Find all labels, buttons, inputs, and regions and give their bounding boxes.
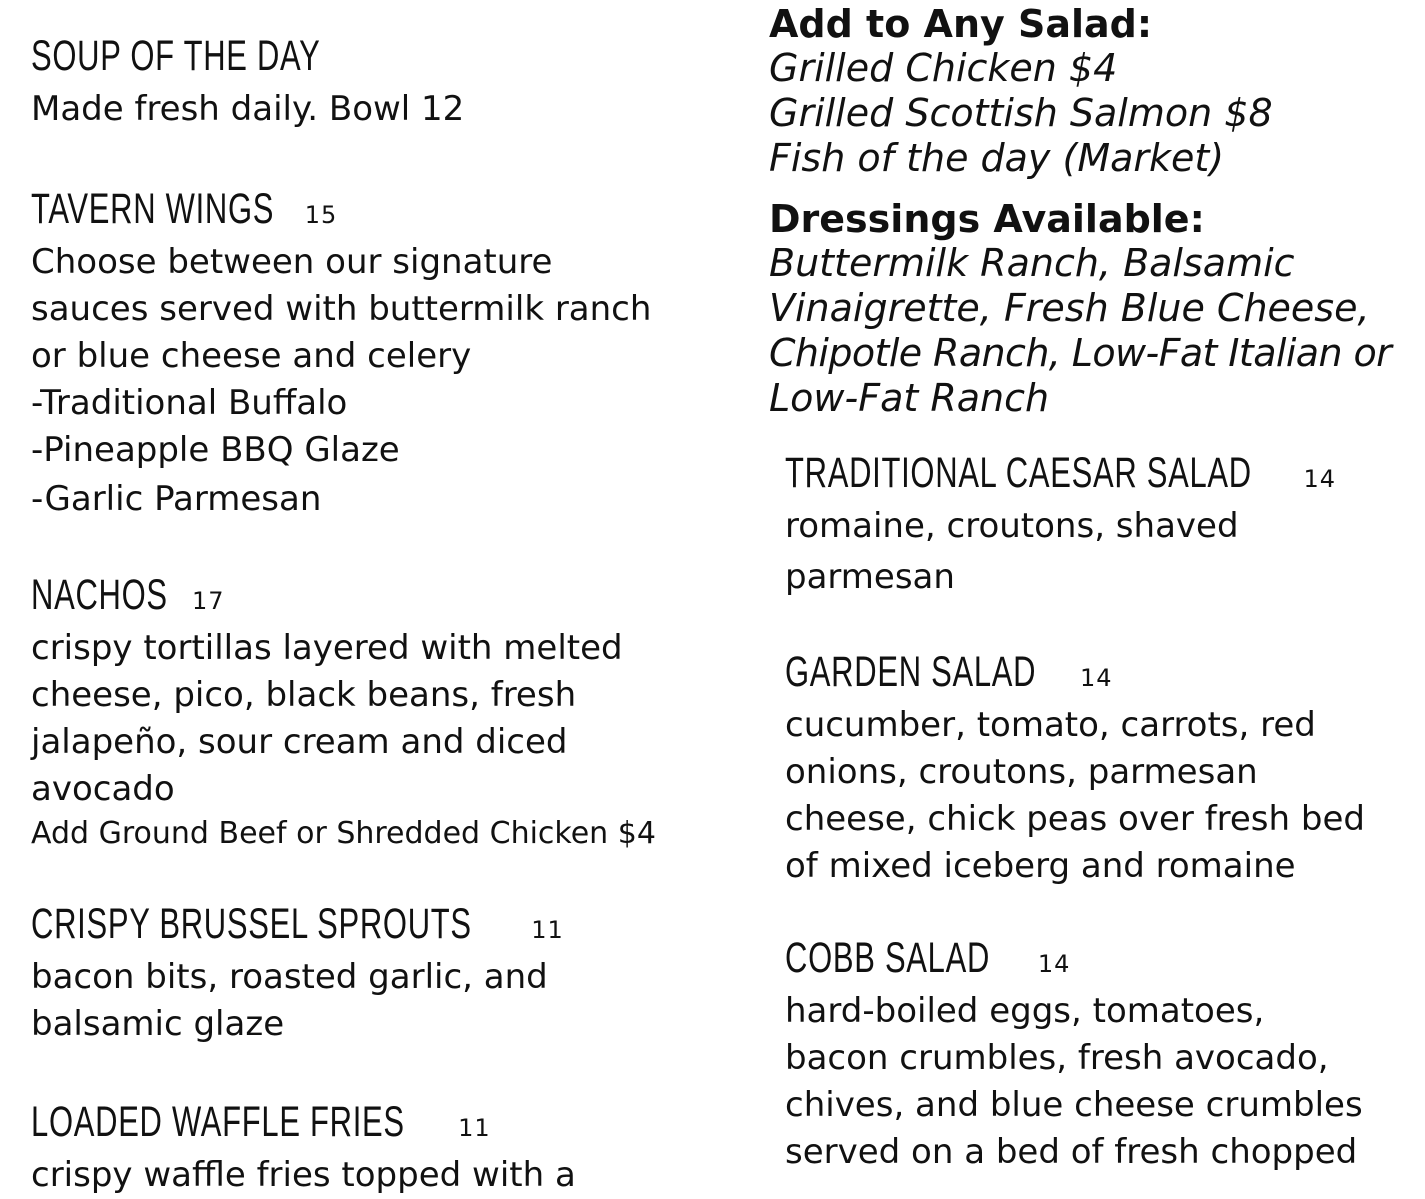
dressing-line: Chipotle Ranch, Low-Fat Italian or	[769, 331, 1392, 375]
add-to-salad-section	[769, 2, 1419, 181]
item-description-line: crispy waffle fries topped with a	[31, 1155, 576, 1195]
item-description-line: served on a bed of fresh chopped	[785, 1132, 1358, 1172]
menu-item-garden-salad	[785, 646, 1419, 890]
item-price: 11	[531, 916, 564, 944]
menu-item-wings	[31, 183, 681, 525]
item-title: TRADITIONAL CAESAR SALAD	[785, 449, 1252, 497]
item-description-line: bacon crumbles, fresh avocado,	[785, 1038, 1329, 1078]
item-description-line: of mixed iceberg and romaine	[785, 846, 1296, 886]
menu-item-waffle-fries	[31, 1096, 681, 1199]
menu-item-cobb-salad	[785, 932, 1419, 1176]
item-description-line: parmesan	[785, 557, 955, 597]
item-description-line: onions, croutons, parmesan	[785, 752, 1258, 792]
item-price: 14	[1037, 950, 1071, 978]
item-title: COBB SALAD	[785, 934, 991, 982]
item-description-line: romaine, croutons, shaved	[785, 506, 1239, 546]
salad-addon-option: Fish of the day (Market)	[769, 136, 1225, 180]
item-description-line: cucumber, tomato, carrots, red	[785, 705, 1316, 745]
dressings-section	[769, 197, 1419, 421]
item-price: 11	[458, 1114, 491, 1142]
item-price: 17	[191, 587, 225, 615]
menu-item-nachos	[31, 569, 681, 855]
item-title: GARDEN SALAD	[785, 648, 1037, 696]
item-title: SOUP OF THE DAY	[31, 32, 321, 80]
item-description-line: jalapeño, sour cream and diced	[31, 722, 568, 762]
item-description-line: sauces served with buttermilk ranch	[31, 289, 652, 329]
dressing-line: Buttermilk Ranch, Balsamic	[769, 241, 1295, 285]
item-description-line: -Garlic Parmesan	[31, 479, 322, 519]
salad-addon-option: Grilled Scottish Salmon $8	[769, 91, 1273, 135]
item-description-line: crispy tortillas layered with melted	[31, 628, 623, 668]
add-to-salad-heading: Add to Any Salad:	[769, 2, 1153, 46]
dressings-heading: Dressings Available:	[769, 197, 1205, 241]
item-price: 14	[1303, 465, 1336, 493]
item-description-line: chives, and blue cheese crumbles	[785, 1085, 1363, 1125]
item-description-line: -Pineapple BBQ Glaze	[31, 430, 400, 470]
item-title: LOADED WAFFLE FRIES	[31, 1098, 405, 1146]
item-title: TAVERN WINGS	[31, 185, 275, 233]
item-price: 14	[1079, 664, 1113, 692]
dressing-line: Vinaigrette, Fresh Blue Cheese,	[769, 286, 1370, 330]
item-title: CRISPY BRUSSEL SPROUTS	[31, 900, 472, 948]
item-description-line: Choose between our signature	[31, 242, 553, 282]
item-price: 15	[304, 201, 338, 229]
item-description-line: bacon bits, roasted garlic, and	[31, 957, 548, 997]
item-description-line: cheese, chick peas over fresh bed	[785, 799, 1365, 839]
item-description-line: avocado	[31, 769, 175, 809]
item-description-line: hard-boiled eggs, tomatoes,	[785, 991, 1265, 1031]
menu-item-soup	[31, 30, 681, 133]
item-description-line: or blue cheese and celery	[31, 336, 472, 376]
item-addon-note: Add Ground Beef or Shredded Chicken $4	[31, 816, 656, 851]
item-description-line: balsamic glaze	[31, 1004, 285, 1044]
item-description-line: -Traditional Buffalo	[31, 383, 348, 423]
item-title: NACHOS	[31, 571, 168, 619]
left-column	[31, 30, 681, 1199]
salad-addon-option: Grilled Chicken $4	[769, 46, 1118, 90]
item-description-line: cheese, pico, black beans, fresh	[31, 675, 577, 715]
item-description: Made fresh daily. Bowl 12	[31, 89, 465, 129]
menu-item-brussel-sprouts	[31, 898, 681, 1048]
dressing-line: Low-Fat Ranch	[769, 376, 1050, 420]
right-column	[769, 2, 1419, 1176]
menu-item-caesar-salad	[785, 447, 1419, 604]
